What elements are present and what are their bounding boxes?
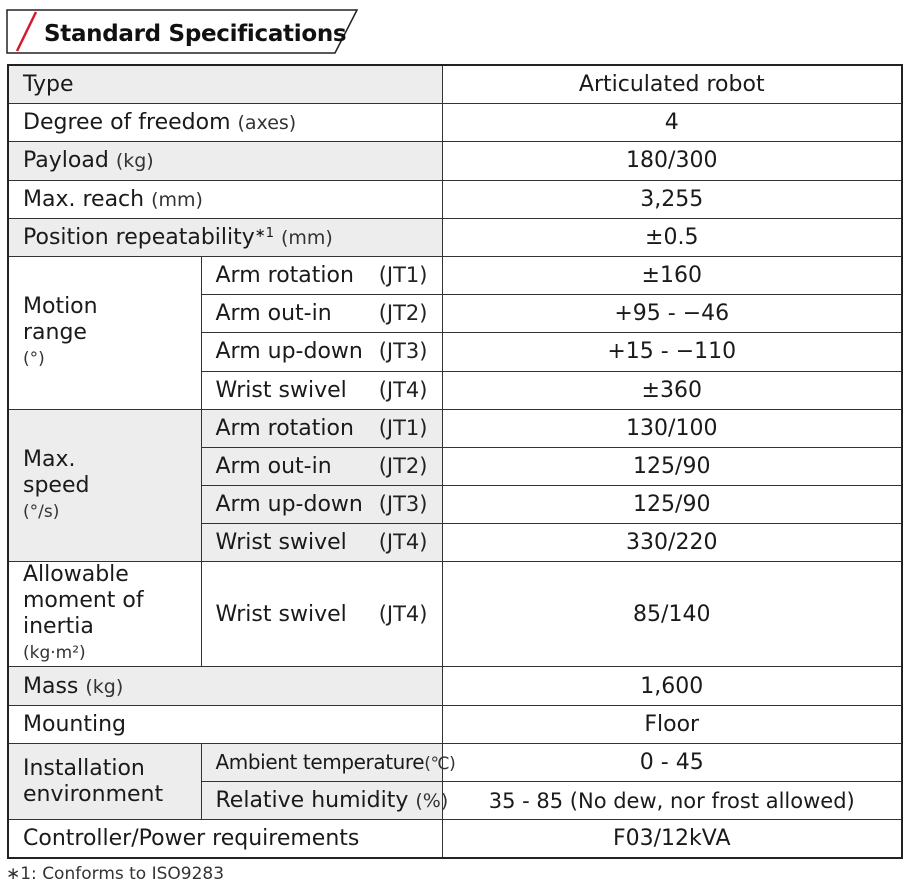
controller-label: Controller/Power requirements (23, 826, 360, 852)
mass-value: 1,600 (442, 667, 902, 705)
axis-jt: (JT2) (378, 453, 428, 478)
type-label: Type (23, 72, 74, 98)
axis-name: Wrist swivel (215, 530, 347, 556)
ambient-value: 0 - 45 (442, 743, 902, 781)
label-line: environment (23, 781, 164, 807)
ambient-unit: (℃) (424, 754, 456, 775)
row-label (8, 820, 442, 859)
dof-unit: (axes) (237, 112, 297, 135)
payload-label: Payload (23, 148, 109, 174)
axis-cell (201, 486, 442, 524)
footnote-mark: ∗1 (254, 225, 274, 241)
axis-jt: (JT4) (378, 601, 428, 626)
row-label (8, 705, 442, 743)
row-label (8, 180, 442, 218)
mounting-label: Mounting (23, 711, 126, 737)
ambient-cell (201, 743, 456, 781)
repeatability-value: ±0.5 (442, 218, 902, 256)
axis-jt: (JT2) (378, 301, 428, 326)
axis-cell (201, 409, 442, 447)
repeatability-unit: (mm) (280, 226, 333, 249)
axis-cell (201, 524, 442, 562)
row-label (8, 142, 442, 180)
motion-value: ±360 (442, 371, 902, 409)
table-row (8, 65, 902, 104)
axis-name: Arm out-in (215, 301, 332, 327)
inertia-unit: (kg·m²) (23, 643, 86, 664)
axis-cell (201, 371, 442, 409)
row-label (8, 218, 442, 256)
label-line (23, 614, 187, 666)
dof-value: 4 (442, 104, 902, 142)
axis-jt: (JT3) (378, 339, 428, 364)
axis-cell (201, 333, 442, 371)
row-label (8, 65, 442, 104)
table-row (8, 820, 902, 859)
controller-value: F03/12kVA (442, 820, 902, 859)
label-line: Allowable (23, 562, 129, 588)
humidity-label: Relative humidity (215, 788, 409, 814)
axis-cell (201, 562, 442, 667)
table-row (8, 256, 902, 294)
ambient-label: Ambient temperature (215, 750, 425, 775)
table-row (8, 409, 902, 447)
speed-value: 125/90 (442, 447, 902, 485)
max-speed-label (8, 409, 201, 562)
humidity-unit: (%) (415, 790, 449, 813)
axis-cell (201, 295, 442, 333)
axis-jt: (JT1) (378, 263, 428, 288)
speed-value: 330/220 (442, 524, 902, 562)
axis-name: Arm up-down (215, 339, 363, 365)
speed-value: 130/100 (442, 409, 902, 447)
motion-value: ±160 (442, 256, 902, 294)
inertia-value: 85/140 (442, 562, 902, 667)
title-text: Standard Specifications (44, 21, 347, 47)
installation-label (8, 743, 201, 819)
row-label (8, 667, 442, 705)
axis-cell (201, 447, 442, 485)
table-row (8, 743, 902, 781)
motion-unit: (°) (23, 348, 45, 369)
payload-unit: (kg) (115, 150, 154, 173)
mass-unit: (kg) (85, 675, 124, 698)
spec-table (7, 64, 903, 859)
humidity-cell (201, 782, 449, 820)
payload-value: 180/300 (442, 142, 902, 180)
axis-cell (201, 256, 442, 294)
axis-jt: (JT3) (378, 492, 428, 517)
axis-name: Arm out-in (215, 453, 332, 479)
axis-name: Wrist swivel (215, 601, 347, 627)
speed-value: 125/90 (442, 486, 902, 524)
inertia-label (8, 562, 201, 667)
label-line: speed (23, 472, 90, 498)
mass-label: Mass (23, 673, 79, 699)
reach-value: 3,255 (442, 180, 902, 218)
axis-name: Wrist swivel (215, 377, 347, 403)
motion-value: +95 - −46 (442, 295, 902, 333)
table-row (8, 218, 902, 256)
section-title (6, 9, 356, 54)
repeatability-label: Position repeatability (23, 224, 255, 250)
mounting-value: Floor (442, 705, 902, 743)
label-line: Installation (23, 755, 145, 781)
humidity-value: 35 - 85 (No dew, nor frost allowed) (442, 782, 902, 820)
motion-range-label (8, 256, 201, 409)
type-value: Articulated robot (442, 65, 902, 104)
axis-jt: (JT4) (378, 530, 428, 555)
table-row (8, 705, 902, 743)
axis-jt: (JT4) (378, 377, 428, 402)
table-row (8, 180, 902, 218)
label-text: inertia (23, 614, 94, 640)
footnote: ∗1: Conforms to ISO9283 (6, 864, 225, 884)
table-row (8, 104, 902, 142)
label-line: moment of (23, 588, 144, 614)
reach-unit: (mm) (151, 188, 203, 211)
reach-label: Max. reach (23, 186, 145, 212)
label-line: Motion (23, 293, 98, 319)
label-line: Max. (23, 446, 76, 472)
axis-name: Arm up-down (215, 492, 363, 518)
axis-jt: (JT1) (378, 415, 428, 440)
table-row (8, 142, 902, 180)
row-label (8, 104, 442, 142)
label-line: range (23, 319, 87, 345)
dof-label: Degree of freedom (23, 110, 231, 136)
motion-value: +15 - −110 (442, 333, 902, 371)
table-row (8, 562, 902, 667)
table-row (8, 667, 902, 705)
axis-name: Arm rotation (215, 415, 354, 441)
speed-unit: (°/s) (23, 501, 60, 522)
axis-name: Arm rotation (215, 263, 354, 289)
